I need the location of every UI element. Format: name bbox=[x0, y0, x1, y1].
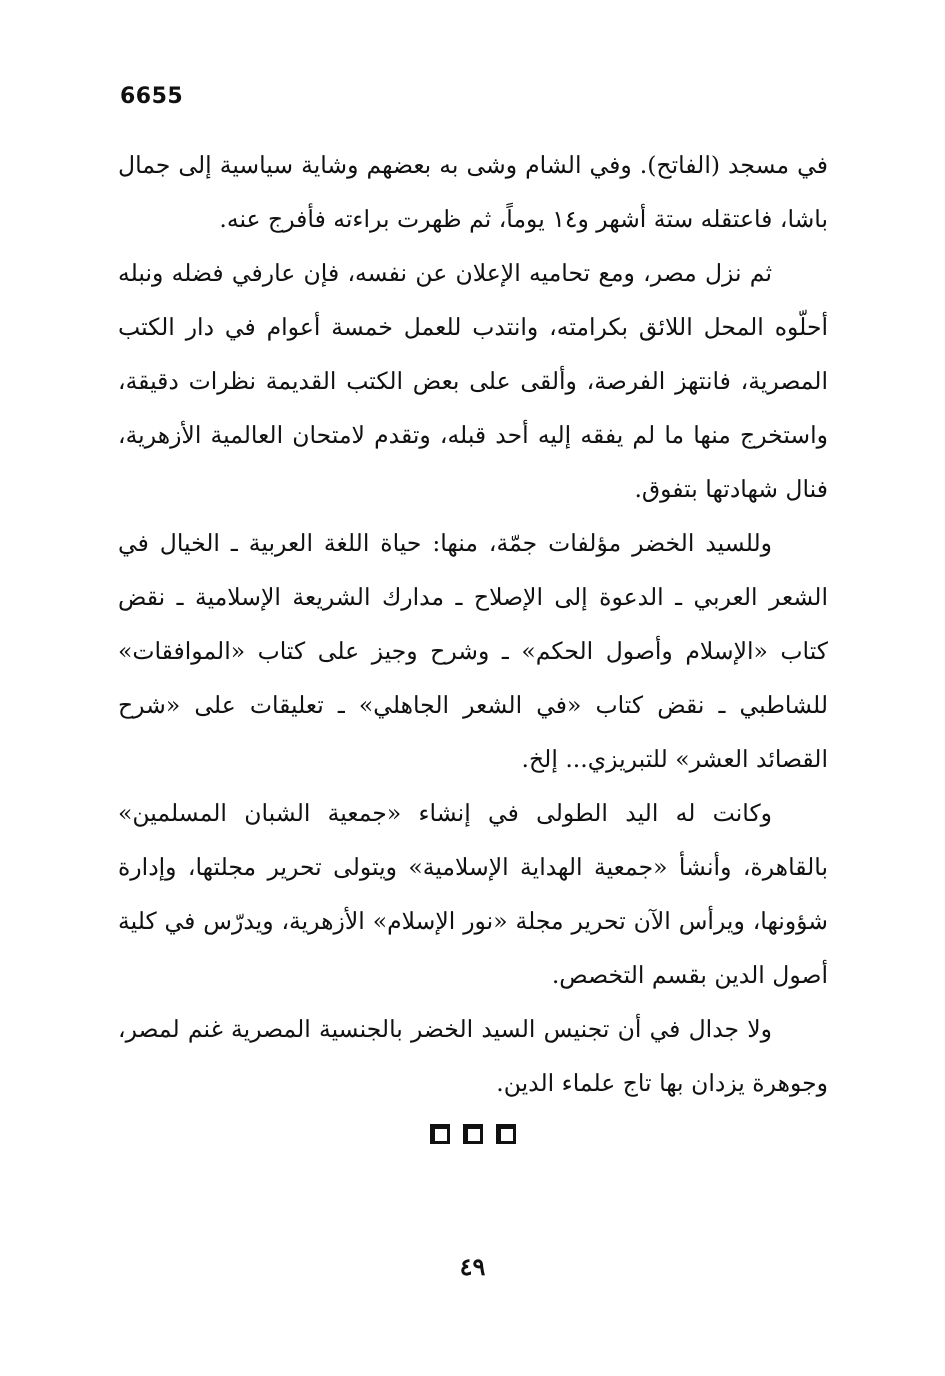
page-id-label: 6655 bbox=[120, 84, 184, 109]
paragraph-5: ولا جدال في أن تجنيس السيد الخضر بالجنسية المصرية غنم لمصر، وجوهرة يزدان بها تاج علماء الدين. bbox=[118, 1015, 828, 1097]
paragraph-4: وكانت له اليد الطولى في إنشاء «جمعية الشبان المسلمين» بالقاهرة، وأنشأ «جمعية الهداية الإسلامية» ويتولى تحرير مجلتها، وإدارة شؤونها، ويرأس الآن تحرير مجلة «نور الإسلام» الأزهرية، ويدرّس في كلية أصول الدين بقسم التخصص. bbox=[118, 799, 828, 989]
paragraph-1: في مسجد (الفاتح). وفي الشام وشى به بعضهم وشاية سياسية إلى جمال باشا، فاعتقله ستة أشهر و١٤ يوماً، ثم ظهرت براءته فأفرج عنه. bbox=[118, 151, 828, 233]
paragraph-2: ثم نزل مصر، ومع تحاميه الإعلان عن نفسه، فإن عارفي فضله ونبله أحلّوه المحل اللائق بكرامته، وانتدب للعمل خمسة أعوام في دار الكتب المصرية، فانتهز الفرصة، وألقى على بعض الكتب القديمة نظرات دقيقة، واستخرج منها ما لم يفقه إليه أحد قبله، وتقدم لامتحان العالمية الأزهرية، فنال شهادتها بتفوق. bbox=[118, 259, 828, 503]
body-text bbox=[118, 138, 828, 1110]
square-ornament-icon bbox=[430, 1124, 450, 1144]
square-ornament-icon bbox=[463, 1124, 483, 1144]
square-ornament-icon bbox=[496, 1124, 516, 1144]
page-number: ٤٩ bbox=[459, 1252, 486, 1281]
three-squares-separator-icon bbox=[0, 1124, 945, 1144]
paragraph-3: وللسيد الخضر مؤلفات جمّة، منها: حياة اللغة العربية ـ الخيال في الشعر العربي ـ الدعوة إلى الإصلاح ـ مدارك الشريعة الإسلامية ـ نقض كتاب «الإسلام وأصول الحكم» ـ وشرح وجيز على كتاب «الموافقات» للشاطبي ـ نقض كتاب «في الشعر الجاهلي» ـ تعليقات على «شرح القصائد العشر» للتبريزي... إلخ. bbox=[118, 529, 828, 773]
